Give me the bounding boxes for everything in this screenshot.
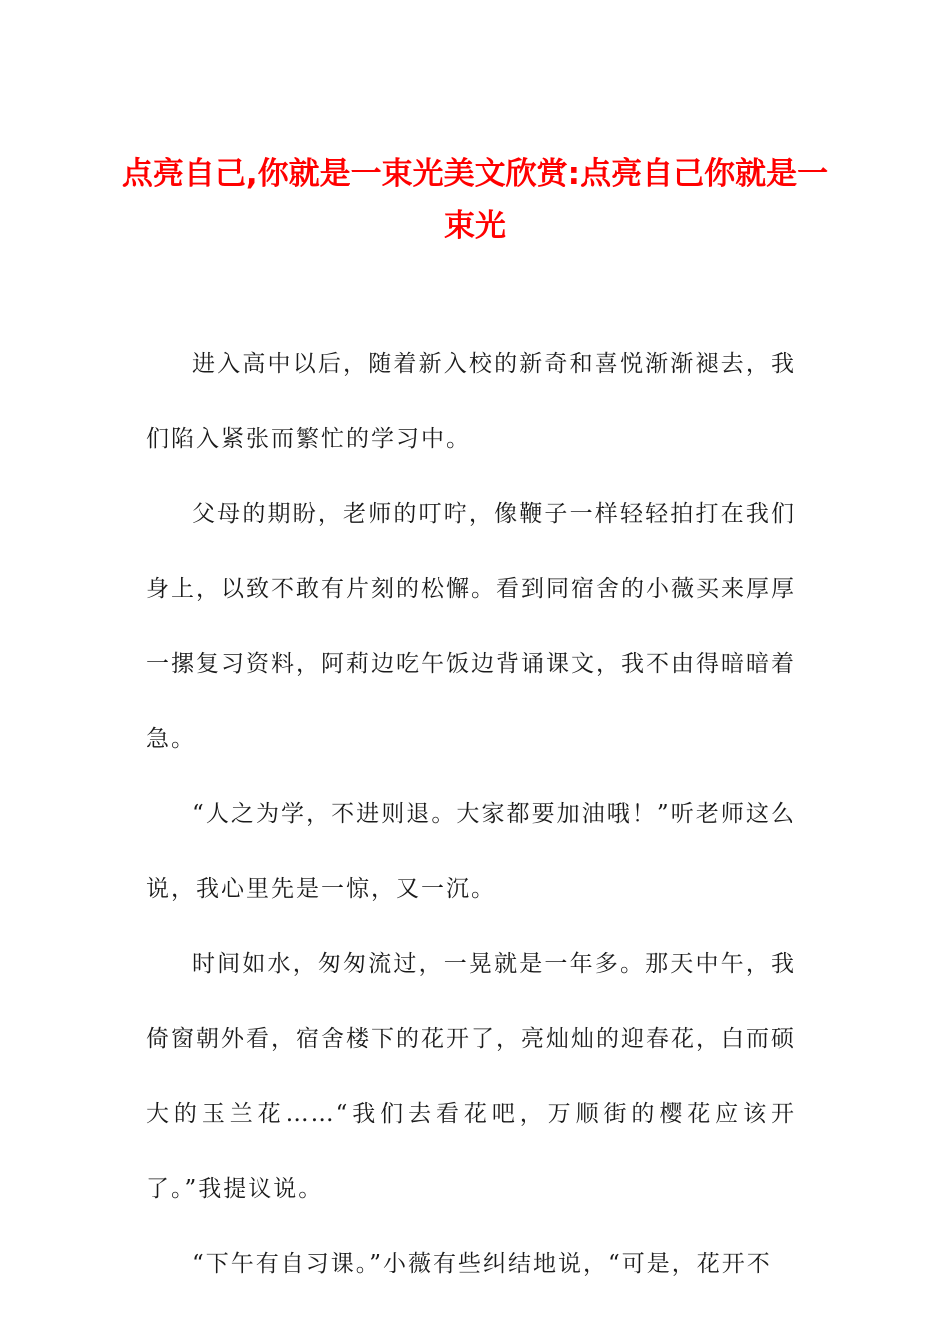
- paragraph: 进入高中以后，随着新入校的新奇和喜悦渐渐褪去，我们陷入紧张而繁忙的学习中。: [146, 351, 796, 452]
- document-title: 点亮自己,你就是一束光美文欣赏:点亮自己你就是一束光: [121, 156, 829, 244]
- paragraph: 父母的期盼，老师的叮咛，像鞭子一样轻轻拍打在我们身上，以致不敢有片刻的松懈。看到同宿舍的小薇买来厚厚一摞复习资料，阿莉边吃午饭边背诵课文，我不由得暗暗着急。: [146, 501, 796, 752]
- paragraph: “下午有自习课。”小薇有些纠结地说，“可是，花开不: [192, 1251, 772, 1277]
- article-body: [146, 327, 796, 1302]
- paragraph: “人之为学，不进则退。大家都要加油哦！”听老师这么说，我心里先是一惊，又一沉。: [146, 801, 796, 902]
- paragraph: 时间如水，匆匆流过，一晃就是一年多。那天中午，我倚窗朝外看，宿舍楼下的花开了，亮灿灿的迎春花，白而硕大的玉兰花……“我们去看花吧，万顺街的樱花应该开了。”我提议说。: [146, 951, 796, 1202]
